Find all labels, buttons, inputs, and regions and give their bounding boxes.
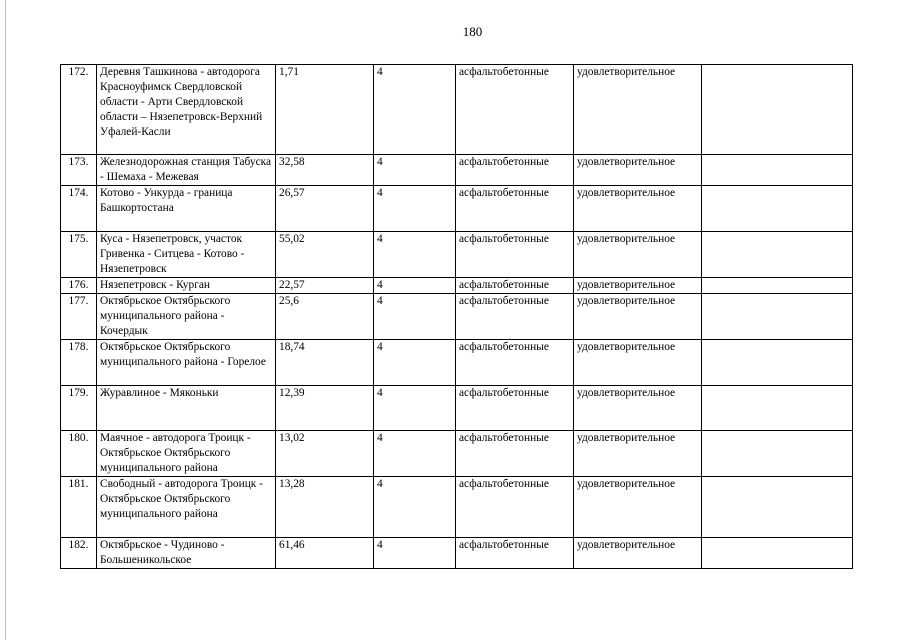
road-extra xyxy=(702,340,853,386)
table-row xyxy=(61,340,853,386)
road-name: Нязепетровск - Курган xyxy=(97,278,276,294)
road-category: 4 xyxy=(374,278,456,294)
road-surface: асфальтобетонные xyxy=(456,278,574,294)
road-condition: удовлетворительное xyxy=(574,386,702,431)
road-extra xyxy=(702,431,853,477)
road-name: Куса - Нязепетровск, участок Гривенка - Ситцева - Котово - Нязепетровск xyxy=(97,232,276,278)
row-number: 180. xyxy=(61,431,97,477)
road-category: 4 xyxy=(374,386,456,431)
road-length: 12,39 xyxy=(276,386,374,431)
road-surface: асфальтобетонные xyxy=(456,431,574,477)
road-extra xyxy=(702,155,853,186)
road-category: 4 xyxy=(374,294,456,340)
road-surface: асфальтобетонные xyxy=(456,477,574,538)
row-number: 173. xyxy=(61,155,97,186)
road-condition: удовлетворительное xyxy=(574,278,702,294)
road-category: 4 xyxy=(374,431,456,477)
row-number: 181. xyxy=(61,477,97,538)
road-extra xyxy=(702,278,853,294)
road-length: 22,57 xyxy=(276,278,374,294)
road-length: 18,74 xyxy=(276,340,374,386)
road-length: 13,02 xyxy=(276,431,374,477)
road-extra xyxy=(702,386,853,431)
road-surface: асфальтобетонные xyxy=(456,155,574,186)
row-number: 175. xyxy=(61,232,97,278)
roads-table xyxy=(60,64,853,569)
road-extra xyxy=(702,294,853,340)
road-surface: асфальтобетонные xyxy=(456,538,574,569)
row-number: 172. xyxy=(61,65,97,155)
road-name: Котово - Ункурда - граница Башкортостана xyxy=(97,186,276,232)
road-condition: удовлетворительное xyxy=(574,65,702,155)
row-number: 176. xyxy=(61,278,97,294)
road-surface: асфальтобетонные xyxy=(456,65,574,155)
table-row xyxy=(61,65,853,155)
road-condition: удовлетворительное xyxy=(574,294,702,340)
road-extra xyxy=(702,65,853,155)
road-extra xyxy=(702,538,853,569)
road-category: 4 xyxy=(374,65,456,155)
road-category: 4 xyxy=(374,232,456,278)
page-number: 180 xyxy=(462,24,483,39)
table-row xyxy=(61,386,853,431)
road-category: 4 xyxy=(374,340,456,386)
road-condition: удовлетворительное xyxy=(574,538,702,569)
table-row xyxy=(61,278,853,294)
row-number: 177. xyxy=(61,294,97,340)
road-length: 25,6 xyxy=(276,294,374,340)
road-extra xyxy=(702,232,853,278)
road-condition: удовлетворительное xyxy=(574,232,702,278)
road-category: 4 xyxy=(374,538,456,569)
road-extra xyxy=(702,186,853,232)
road-name: Октябрьское Октябрьского муниципального района - Горелое xyxy=(97,340,276,386)
page-left-edge xyxy=(5,0,6,640)
road-name: Октябрьское Октябрьского муниципального района - Кочердык xyxy=(97,294,276,340)
road-name: Железнодорожная станция Табуска - Шемаха - Межевая xyxy=(97,155,276,186)
table-row xyxy=(61,431,853,477)
road-length: 26,57 xyxy=(276,186,374,232)
table-row xyxy=(61,477,853,538)
row-number: 182. xyxy=(61,538,97,569)
road-name: Маячное - автодорога Троицк - Октябрьское Октябрьского муниципального района xyxy=(97,431,276,477)
road-name: Деревня Ташкинова - автодорога Красноуфимск Свердловской области - Арти Свердловской области – Нязепетровск-Верхний Уфалей-Касли xyxy=(97,65,276,155)
road-length: 55,02 xyxy=(276,232,374,278)
road-extra xyxy=(702,477,853,538)
table-body xyxy=(61,65,853,569)
road-name: Октябрьское - Чудиново - Большеникольское xyxy=(97,538,276,569)
road-surface: асфальтобетонные xyxy=(456,340,574,386)
table-row xyxy=(61,155,853,186)
road-surface: асфальтобетонные xyxy=(456,294,574,340)
table-row xyxy=(61,538,853,569)
road-condition: удовлетворительное xyxy=(574,340,702,386)
road-category: 4 xyxy=(374,186,456,232)
road-condition: удовлетворительное xyxy=(574,477,702,538)
table-row xyxy=(61,232,853,278)
road-surface: асфальтобетонные xyxy=(456,232,574,278)
road-condition: удовлетворительное xyxy=(574,431,702,477)
road-length: 13,28 xyxy=(276,477,374,538)
road-length: 1,71 xyxy=(276,65,374,155)
road-condition: удовлетворительное xyxy=(574,186,702,232)
road-surface: асфальтобетонные xyxy=(456,386,574,431)
road-condition: удовлетворительное xyxy=(574,155,702,186)
row-number: 179. xyxy=(61,386,97,431)
road-category: 4 xyxy=(374,155,456,186)
road-name: Журавлиное - Мяконьки xyxy=(97,386,276,431)
row-number: 178. xyxy=(61,340,97,386)
table-row xyxy=(61,186,853,232)
road-length: 61,46 xyxy=(276,538,374,569)
row-number: 174. xyxy=(61,186,97,232)
table-row xyxy=(61,294,853,340)
road-length: 32,58 xyxy=(276,155,374,186)
road-surface: асфальтобетонные xyxy=(456,186,574,232)
road-category: 4 xyxy=(374,477,456,538)
road-name: Свободный - автодорога Троицк - Октябрьское Октябрьского муниципального района xyxy=(97,477,276,538)
